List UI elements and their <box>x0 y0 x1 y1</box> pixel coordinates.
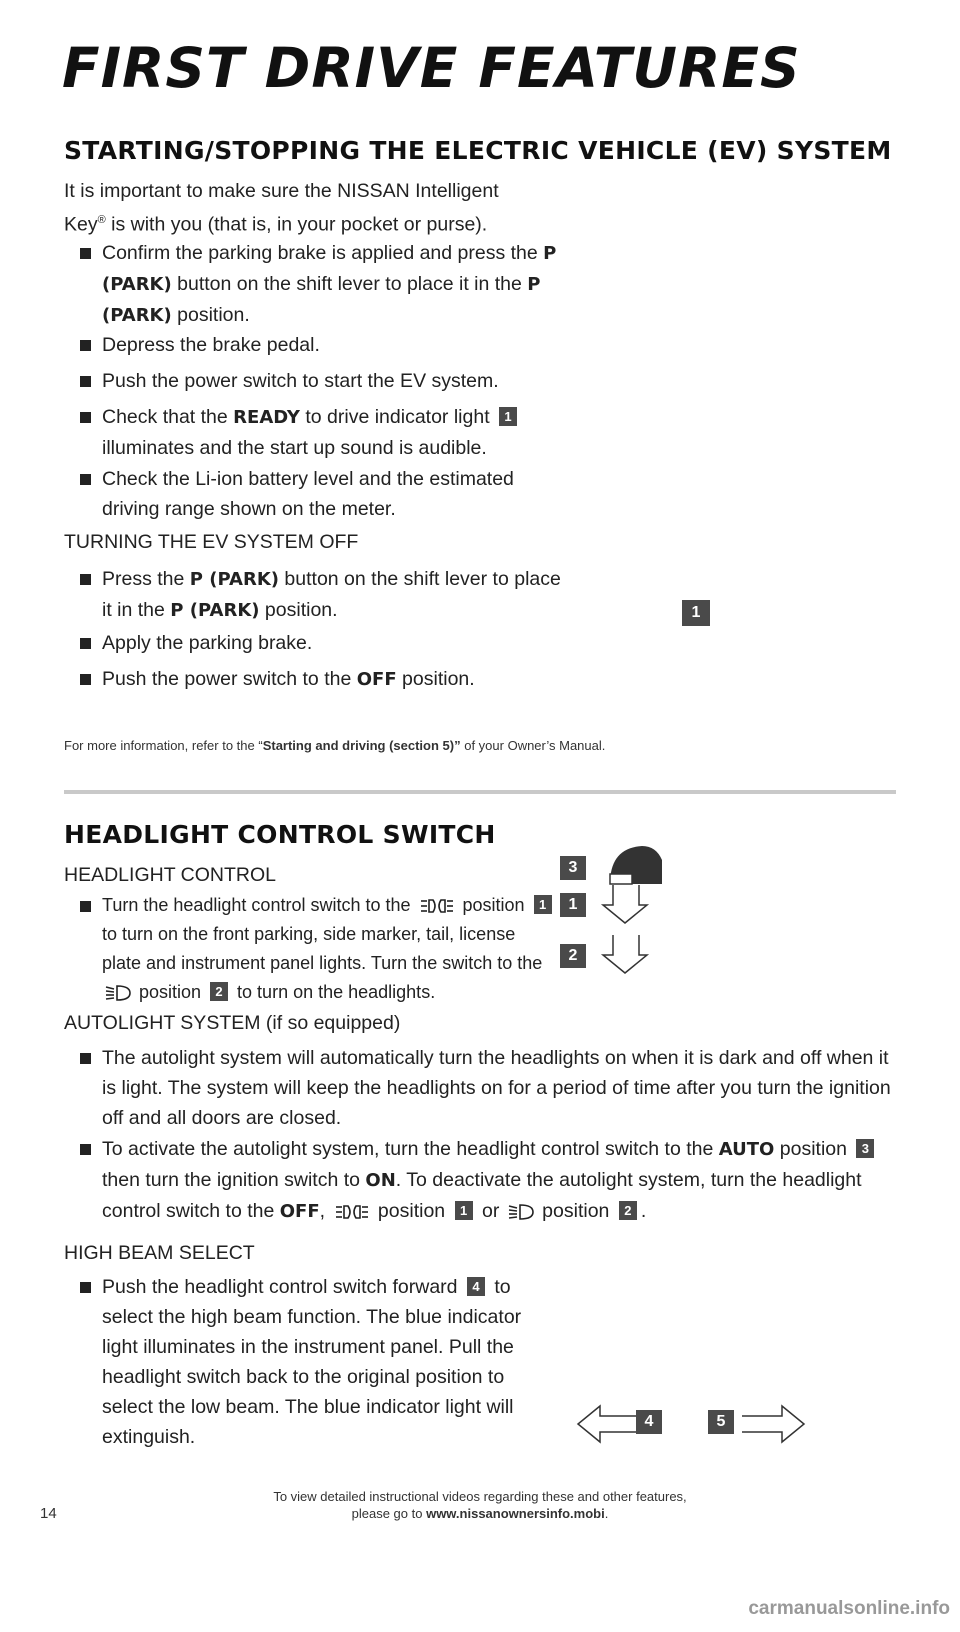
watermark: carmanualsonline.info <box>748 1598 950 1619</box>
ev-intro-line1: It is important to make sure the NISSAN Intelligent <box>64 180 499 202</box>
ev-intro-line2: Key® is with you (that is, in your pocket or purse). <box>64 213 488 236</box>
high-beam-forward-arrow <box>574 1402 644 1446</box>
ev-step-brake-pedal: Depress the brake pedal. <box>80 330 562 360</box>
ev-image-callout-1: 1 <box>682 600 710 626</box>
high-beam-back-arrow <box>738 1402 808 1446</box>
parking-light-icon <box>334 1203 370 1221</box>
callout-number: 2 <box>210 982 228 1001</box>
callout-number: 2 <box>619 1201 637 1220</box>
ev-off-step-park: Press the P (PARK) button on the shift lever to place it in the P (PARK) position. <box>80 564 562 626</box>
autolight-heading: AUTOLIGHT SYSTEM (if so equipped) <box>64 1012 401 1034</box>
page-title: FIRST DRIVE FEATURES <box>62 36 801 100</box>
callout-number: 4 <box>467 1277 485 1296</box>
footer-note: To view detailed instructional videos regarding these and other features, please go to www.nissanownersinfo.mobi. <box>273 1489 687 1521</box>
callout-number: 1 <box>534 895 552 914</box>
headlight-control-step: Turn the headlight control switch to the position 1 to turn on the front parking, side marker, tail, license plate and instrument panel lights. Turn the switch to the position 2 to turn on the headlights. <box>80 891 557 1007</box>
ev-section-title: STARTING/STOPPING THE ELECTRIC VEHICLE (EV) SYSTEM <box>64 136 892 165</box>
ev-step-confirm-brake: Confirm the parking brake is applied and press the P (PARK) button on the shift lever to place it in the P (PARK) position. <box>80 238 562 331</box>
diagram-callout-1: 1 <box>560 893 586 917</box>
headlight-icon <box>508 1203 534 1221</box>
section-divider <box>64 790 896 794</box>
ev-step-battery-level: Check the Li-ion battery level and the estimated driving range shown on the meter. <box>80 464 562 524</box>
page-number: 14 <box>40 1505 57 1522</box>
callout-number: 1 <box>455 1201 473 1220</box>
autolight-activate-step: To activate the autolight system, turn the headlight control switch to the AUTO position 3 then turn the ignition switch to ON. To deactivate the autolight system, turn the headlight control switch to the OFF, position 1 or position 2 . <box>80 1134 892 1227</box>
headlight-control-heading: HEADLIGHT CONTROL <box>64 864 277 886</box>
ev-reference-note: For more information, refer to the “Starting and driving (section 5)” of your Owner’s Manual. <box>64 738 606 753</box>
parking-light-icon <box>419 897 455 915</box>
diagram-callout-4: 4 <box>636 1410 662 1434</box>
callout-number: 3 <box>856 1139 874 1158</box>
ev-off-step-parking-brake: Apply the parking brake. <box>80 628 562 658</box>
ev-step-power-switch: Push the power switch to start the EV system. <box>80 366 562 396</box>
diagram-callout-5: 5 <box>708 1410 734 1434</box>
headlight-icon <box>105 984 131 1002</box>
headlight-section-title: HEADLIGHT CONTROL SWITCH <box>64 820 496 849</box>
high-beam-heading: HIGH BEAM SELECT <box>64 1242 255 1264</box>
diagram-callout-3: 3 <box>560 856 586 880</box>
ev-step-ready-indicator: Check that the READY to drive indicator light 1 illuminates and the start up sound is audible. <box>80 402 562 463</box>
high-beam-step: Push the headlight control switch forward 4 to select the high beam function. The blue indicator light illuminates in the instrument panel. Pull the headlight switch back to the original position to select the low beam. The blue indicator light will extinguish. <box>80 1272 552 1452</box>
footer-link[interactable]: www.nissanownersinfo.mobi <box>426 1506 605 1521</box>
ev-off-step-power-off: Push the power switch to the OFF position. <box>80 664 562 695</box>
callout-number: 1 <box>499 407 517 426</box>
ev-off-heading: TURNING THE EV SYSTEM OFF <box>64 531 359 553</box>
headlight-switch-diagram <box>592 840 672 980</box>
diagram-callout-2: 2 <box>560 944 586 968</box>
autolight-description: The autolight system will automatically turn the headlights on when it is dark and off when it is light. The system will keep the headlights on for a period of time after you turn the ignition off and all doors are closed. <box>80 1043 892 1133</box>
